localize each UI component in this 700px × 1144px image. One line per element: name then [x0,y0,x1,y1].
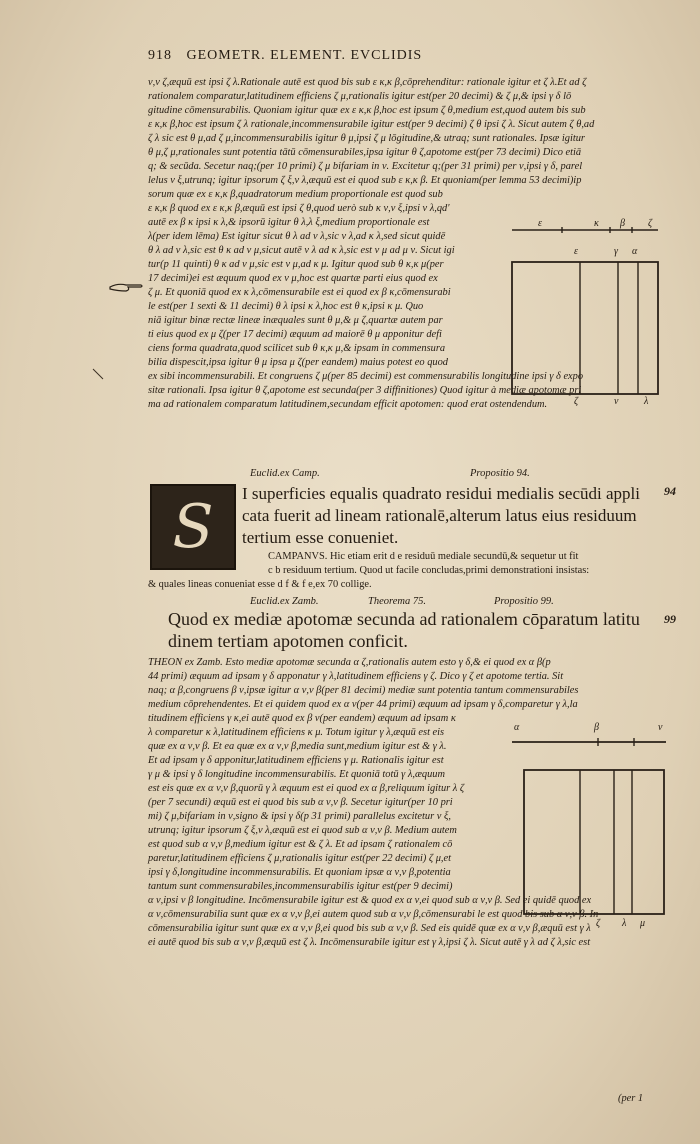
text-line: tur(p 11 quinti) θ κ ad ν μ,sic est ν μ,ad κ μ. Igitur quod sub θ κ,κ μ(per [148,259,444,270]
text-line: le est(per 1 sexti & 11 decimi) θ λ ipsi κ λ,hoc est θ κ,ipsi κ μ. Quo [148,301,424,312]
figure-label: λ [622,918,627,929]
figure-label: β [620,218,625,229]
figure-2-drawing [510,722,670,940]
text-line: α ν,cōmensurabilia sunt quæ ex α ν,ν β,ei autem quod sub α ν,ν β,cōmensurabi le est quod bis sub α ν,ν β. In [148,909,599,920]
geometry-figure-2 [510,722,670,940]
text-line: utrunq; igitur ipsorum ζ ξ,ν λ,æquū est ei quod sub α ν,ν β. Medium autem [148,825,457,836]
text-line: tantum sunt commensurabiles,incommensurabilis igitur est(per 9 decimi) [148,881,453,892]
text-line: rationalem comparatur,latitudinem efficiens ζ μ,rationalis igitur est(per 20 decimi) & ζ μ,& ipsi γ δ lō [148,91,572,102]
source-label: Euclid.ex Zamb. [250,596,319,607]
figure-label: γ [614,246,618,257]
margin-proposition-number: 94 [664,484,676,498]
text-line: bilia dispescit,ipsa igitur θ μ ipsa μ ζ(per eandem) maius potest eo quod [148,357,448,368]
text-line: naq; α β,congruens β ν,ipsæ igitur α ν,ν β(per 81 decimi) mediæ sunt potentia tantum commensurabiles [148,685,579,696]
margin-mark-icon [92,368,104,380]
text-line: 44 primi) æquum ad ipsam γ δ apponatur γ λ,latitudinem efficiens γ ζ. Dico γ ζ et apotome tertia. Sit [148,671,564,682]
figure-label: λ [644,396,649,407]
proposition-heading-line: tertium esse conueniet. [242,528,399,547]
figure-label: β [594,722,599,733]
text-line: Et ad ipsam γ δ apponitur,latitudinem efficiens γ μ. Rationalis igitur est [148,755,444,766]
text-line: ciens forma quadrata,quod scilicet sub θ κ,κ μ,& ipsam in commensura [148,343,446,354]
figure-1-drawing [510,218,660,408]
text-line: mi) ζ μ,bifariam in ν,signo & ipsi γ δ(p 31 primi) parallelus excitetur ν ξ, [148,811,452,822]
text-line: γ μ & ipsi γ δ longitudine incommensurabilis. Et quoniā totū γ λ,æquum [148,769,445,780]
geometry-figure-1 [510,218,660,408]
text-line: & quales lineas conueniat esse d f & f e,ex 70 collige. [148,579,372,590]
text-line: α ν,ipsi ν β longitudine. Incōmensurabile igitur est & quod ex α ν,ei quod sub α ν,ν β. Sed ei quidē quod ex [148,895,592,906]
text-line: ε κ,κ β,hoc est ipsum ζ λ rationale,incommensurabile igitur est(per 9 decimi) ζ θ ipsi ζ λ. Sicut autem ζ θ,ad [148,119,595,130]
text-line: q; & secūda. Secetur naq;(per 10 primi) ζ μ bifariam in ν. Excitetur q;(per 31 primi) per ν,ipsi γ δ, parel [148,161,583,172]
text-line: medium cōprehendentes. Et ei quidem quod ex α ν(per 44 primi) æquum ad ipsam γ δ,comparetur γ λ,la [148,699,578,710]
figure-label: α [632,246,638,257]
catchword: (per 1 [618,1093,644,1104]
text-line: ti eius quod ex μ ζ(per 17 decimi) æquum ad maiorē θ μ apponitur defi [148,329,442,340]
text-line: THEON ex Zamb. Esto mediæ apotomæ secunda α ζ,rationalis autem esto γ δ,& ei quod ex α β(p [148,657,551,668]
figure-label: μ [640,918,646,929]
figure-label: κ [594,218,599,229]
text-line: ν,ν ζ,æquū est ipsi ζ λ.Rationale autē est quod bis sub ε κ,κ β,cōprehenditur: rationale igitur et ζ λ.Et ad ζ [148,77,587,88]
text-line: ipsi γ δ,longitudine incommensurabilis. Et quoniam ipsæ α ν,ν β,potentia [148,867,451,878]
pointing-hand-icon [108,279,144,293]
figure-label: ζ [574,396,579,407]
proposition-title-line: Quod ex mediæ apotomæ secunda ad rationalem cōparatum latitu [168,609,640,629]
proposition-title-line: dinem tertiam apotomen conficit. [168,631,408,651]
proposition-label: Propositio 99. [494,596,554,607]
text-line: niā igitur binæ rectæ lineæ inæquales sunt θ μ,& μ ζ,quartæ autem par [148,315,443,326]
text-line: θ λ ad ν λ,sic est θ κ ad ν μ,sicut autē ν λ ad κ λ,sic est ν μ ad μ ν. Sicut igi [148,245,455,256]
figure-label: ζ [596,918,601,929]
running-header [148,48,422,64]
text-line: λ(per idem lēma) Est igitur sicut θ λ ad ν λ,sic ν λ,ad κ λ,sed sicut quidē [148,231,446,242]
text-line: ζ λ sic est θ μ,ad ζ μ,incommensurabilis igitur θ μ,ipsi ζ μ lōgitudine,& utraq; sunt rationales. Ipsæ igitur [148,133,585,144]
text-line: CAMPANVS. Hic etiam erit d e residuū mediale secundū,& sequetur ut fit [268,551,579,562]
source-label: Euclid.ex Camp. [250,468,320,479]
text-line: lelus ν ξ,utrunq; igitur ipsorum ζ ξ,ν λ,æquū est ei quod sub ε κ,κ β. Et quoniam(per lemma 53 decimi)ip [148,175,582,186]
text-line: paretur,latitudinem efficiens ζ μ,rationalis igitur est(per 22 decimi) ζ μ,et [148,853,452,864]
header-title: GEOMETR. ELEMENT. EVCLIDIS [186,48,423,63]
text-line: ζ μ. Et quoniā quod ex κ λ,cōmensurabile est ei quod ex β κ,cōmensurabi [148,287,451,298]
figure-label: α [514,722,520,733]
text-line: ε κ,κ β quod ex ε κ,κ β,æquū est ipsi ζ θ,quod uerò sub κ ν,ν ξ,ipsi ν λ,qd' [148,203,450,214]
text-line: gitudine cōmensurabilis. Quoniam igitur quæ ex ε κ,κ β,hoc est ipsum ζ θ,medium est,quod autem bis sub [148,105,586,116]
margin-proposition-number: 99 [664,612,676,626]
theorem-label: Theorema 75. [368,596,426,607]
text-line: ei autē quod bis sub α ν,ν β,æquū est ζ λ. Incōmensurabile igitur est γ λ,ipsi ζ λ. Sicut autē γ λ ad ζ λ,sic est [148,937,591,948]
text-line: θ μ,ζ μ,rationales sunt potentia tātū cōmensurabiles,ipsa igitur θ ζ,apotome est(per 73 decimi) Dico etiā [148,147,582,158]
text-line: est eis quæ ex α ν,ν β,quorū γ λ æquum est ei quod ex α β,reliquum igitur λ ζ [148,783,465,794]
text-line: quæ ex α ν,ν β. Et ea quæ ex α ν,ν β,media sunt,medium igitur est & γ λ. [148,741,447,752]
text-line: sorum quæ ex ε κ,κ β,quadratorum medium proportionale est quod sub [148,189,443,200]
text-line: titudinem efficiens γ κ,ei autē quod ex β ν(per eandem) æquum ad ipsam κ [148,713,456,724]
page-number: 918 [148,48,172,63]
text-line: 17 decimi)ei est æquum quod ex ν μ,hoc est quartæ parti eius quod ex [148,273,438,284]
figure-label: ε [574,246,578,257]
text-line: sitæ rationali. Ipsa igitur θ ζ,apotome est secunda(per 3 diffinitiones) Quod igitur à mediæ apotomæ pri [148,385,582,396]
text-line: c b residuum tertium. Quod ut facile concludas,primi demonstrationi insistas: [268,565,590,576]
text-line: est quod sub α ν,ν β,medium igitur est & ζ λ. Et ad ipsam ζ rationalem cō [148,839,453,850]
proposition-heading-line: I superficies equalis quadrato residui medialis secūdi appli [242,484,640,503]
text-line: ma ad rationalem comparatum latitudinem,secundam efficit apotomen: quod erat ostendendum. [148,399,548,410]
figure-label: ε [538,218,542,229]
initial-letter: S [172,492,214,562]
figure-label: ν [614,396,619,407]
text-line: autē ex β κ ipsi κ λ,& ipsorū igitur θ λ,λ ξ,medium proportionale est [148,217,430,228]
text-line: (per 7 secundi) æquū est ei quod bis sub α ν,ν β. Secetur igitur(per 10 pri [148,797,453,808]
text-line: ex sibi incommensurabili. Et congruens ζ μ(per 85 decimi) est commensurabilis longitudine ipsi γ δ expo [148,371,584,382]
text-line: λ comparetur κ λ,latitudinem efficiens κ μ. Totum igitur γ λ,æquū est eis [148,727,445,738]
proposition-heading-line: cata fuerit ad lineam rationalē,alterum latus eius residuum [242,506,637,525]
proposition-label: Propositio 94. [470,468,530,479]
text-line: cōmensurabilia igitur sunt quæ ex α ν,ν β,ei quod bis sub α ν,ν β. Sed eis quidē quæ ex α ν,ν β,æquū est γ λ [148,923,591,934]
figure-label: ζ [648,218,653,229]
decorated-initial [150,484,236,570]
figure-label: ν [658,722,663,733]
